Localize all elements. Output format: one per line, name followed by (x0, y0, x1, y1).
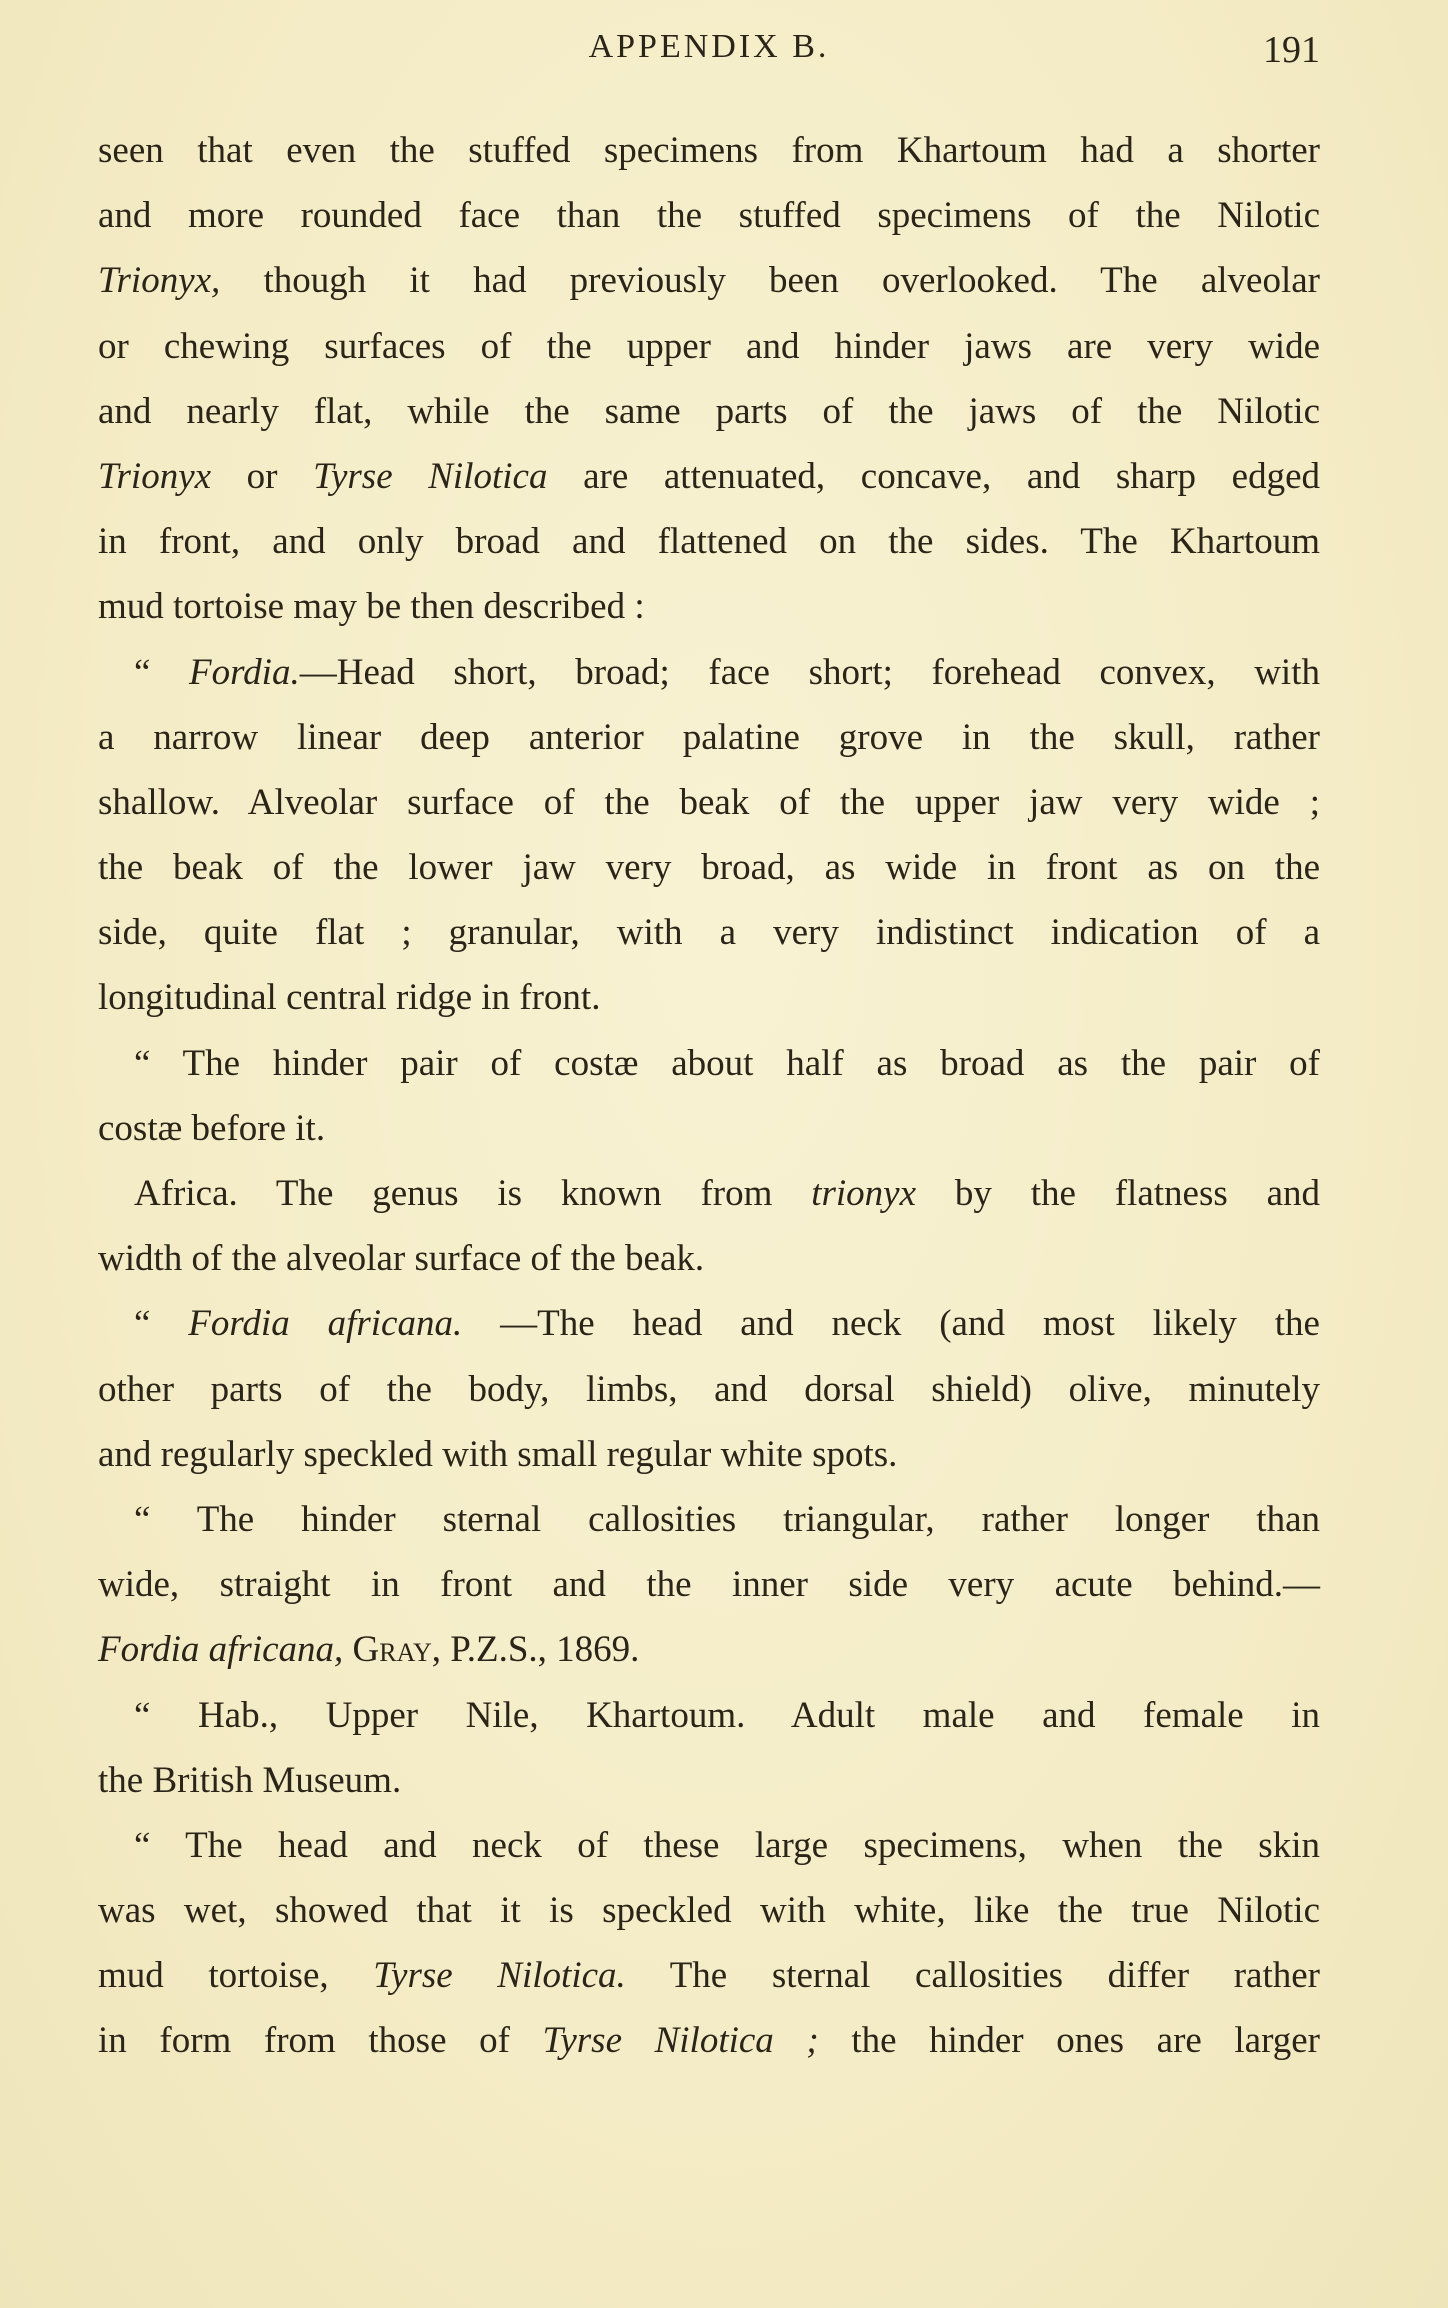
text-run: mud tortoise may be then described : (98, 586, 645, 628)
text-line (98, 1096, 1320, 1161)
text-run: a narrow linear deep anterior palatine grove in the skull, rather (98, 716, 1320, 758)
italic-text: Tyrse Nilotica ; (542, 2020, 819, 2062)
italic-text: Fordia africana. (188, 1303, 463, 1345)
small-caps-text: Gray, (352, 1629, 442, 1671)
text-run (343, 1629, 352, 1670)
text-run: Africa. The genus is known from (134, 1173, 812, 1214)
italic-text: Trionyx (98, 455, 212, 497)
text-run: and nearly flat, while the same parts of the jaws of the Nilotic (98, 390, 1320, 432)
text-line (98, 900, 1320, 965)
text-line (98, 965, 1320, 1030)
text-run: in form from those of (98, 2020, 543, 2062)
text-line (98, 118, 1320, 183)
text-line (98, 835, 1320, 900)
text-run: side, quite flat ; granular, with a very indistinct indication of a (98, 912, 1320, 954)
text-line (98, 1422, 1320, 1487)
text-line (98, 1031, 1320, 1096)
text-run: “ (134, 1303, 189, 1345)
text-run: by the flatness and (916, 1173, 1320, 1214)
text-line (98, 1357, 1320, 1422)
text-run: —Head short, broad; face short; forehead convex, with (299, 651, 1320, 693)
text-line (98, 1552, 1320, 1617)
text-line (98, 1878, 1320, 1943)
text-line (98, 640, 1320, 705)
text-run: in front, and only broad and flattened on the sides. The Khartoum (98, 521, 1320, 563)
page-number: 191 (1263, 29, 1320, 71)
text-run: “ (134, 651, 190, 693)
italic-text: Trionyx, (98, 260, 221, 302)
text-line (98, 2008, 1320, 2073)
text-run: are attenuated, concave, and sharp edged (547, 455, 1321, 497)
text-line (98, 1226, 1320, 1291)
text-run: “ The hinder pair of costæ about half as broad as the pair of (134, 1042, 1320, 1084)
text-run: and more rounded face than the stuffed specimens of the Nilotic (98, 195, 1320, 237)
text-run: “ The head and neck of these large specimens, when the skin (134, 1824, 1320, 1866)
text-run: wide, straight in front and the inner side very acute behind.— (98, 1564, 1320, 1606)
text-line (98, 574, 1320, 639)
text-run: the hinder ones are larger (818, 2020, 1320, 2062)
text-run: costæ before it. (98, 1107, 326, 1149)
text-run: width of the alveolar surface of the beak. (98, 1238, 705, 1280)
running-head: APPENDIX B. (588, 28, 830, 65)
text-run: other parts of the body, limbs, and dorsal shield) olive, minutely (98, 1368, 1320, 1410)
text-line (98, 1943, 1320, 2008)
italic-text: trionyx (811, 1173, 917, 1214)
text-line (98, 379, 1320, 444)
text-line (98, 509, 1320, 574)
page-header (98, 28, 1320, 88)
italic-text: Tyrse Nilotica (313, 455, 548, 497)
text-run: seen that even the stuffed specimens from Khartoum had a shorter (98, 130, 1320, 171)
text-run: though it had previously been overlooked. The alveolar (220, 260, 1320, 302)
body-text (98, 118, 1320, 2074)
text-run: the British Museum. (98, 1759, 402, 1801)
text-line (98, 705, 1320, 770)
text-line (98, 314, 1320, 379)
text-run: —The head and neck (and most likely the (462, 1303, 1320, 1345)
text-line (98, 1617, 1320, 1682)
text-run: “ The hinder sternal callosities triangular, rather longer than (134, 1498, 1320, 1540)
text-run: was wet, showed that it is speckled with white, like the true Nilotic (98, 1890, 1320, 1932)
text-run: shallow. Alveolar surface of the beak of the upper jaw very wide ; (98, 781, 1320, 823)
text-line (98, 1813, 1320, 1878)
text-run: the beak of the lower jaw very broad, as wide in front as on the (98, 847, 1320, 889)
italic-text: Fordia africana, (98, 1629, 344, 1671)
text-line (98, 1487, 1320, 1552)
text-line (98, 1748, 1320, 1813)
text-run: and regularly speckled with small regular white spots. (98, 1433, 898, 1475)
text-run: “ Hab., Upper Nile, Khartoum. Adult male and female in (134, 1694, 1320, 1736)
text-run: or chewing surfaces of the upper and hinder jaws are very wide (98, 325, 1320, 367)
text-line (98, 1161, 1320, 1226)
text-line (98, 1291, 1320, 1356)
text-run: The sternal callosities differ rather (625, 1955, 1320, 1997)
italic-text: Fordia. (189, 651, 300, 693)
text-line (98, 770, 1320, 835)
italic-text: Tyrse Nilotica. (373, 1955, 626, 1997)
text-line (98, 183, 1320, 248)
text-run: mud tortoise, (98, 1955, 374, 1997)
text-run: longitudinal central ridge in front. (98, 977, 601, 1019)
text-line (98, 248, 1320, 313)
text-line (98, 444, 1320, 509)
text-run: P.Z.S., 1869. (441, 1629, 640, 1671)
text-run: or (211, 455, 314, 497)
text-line (98, 1683, 1320, 1748)
